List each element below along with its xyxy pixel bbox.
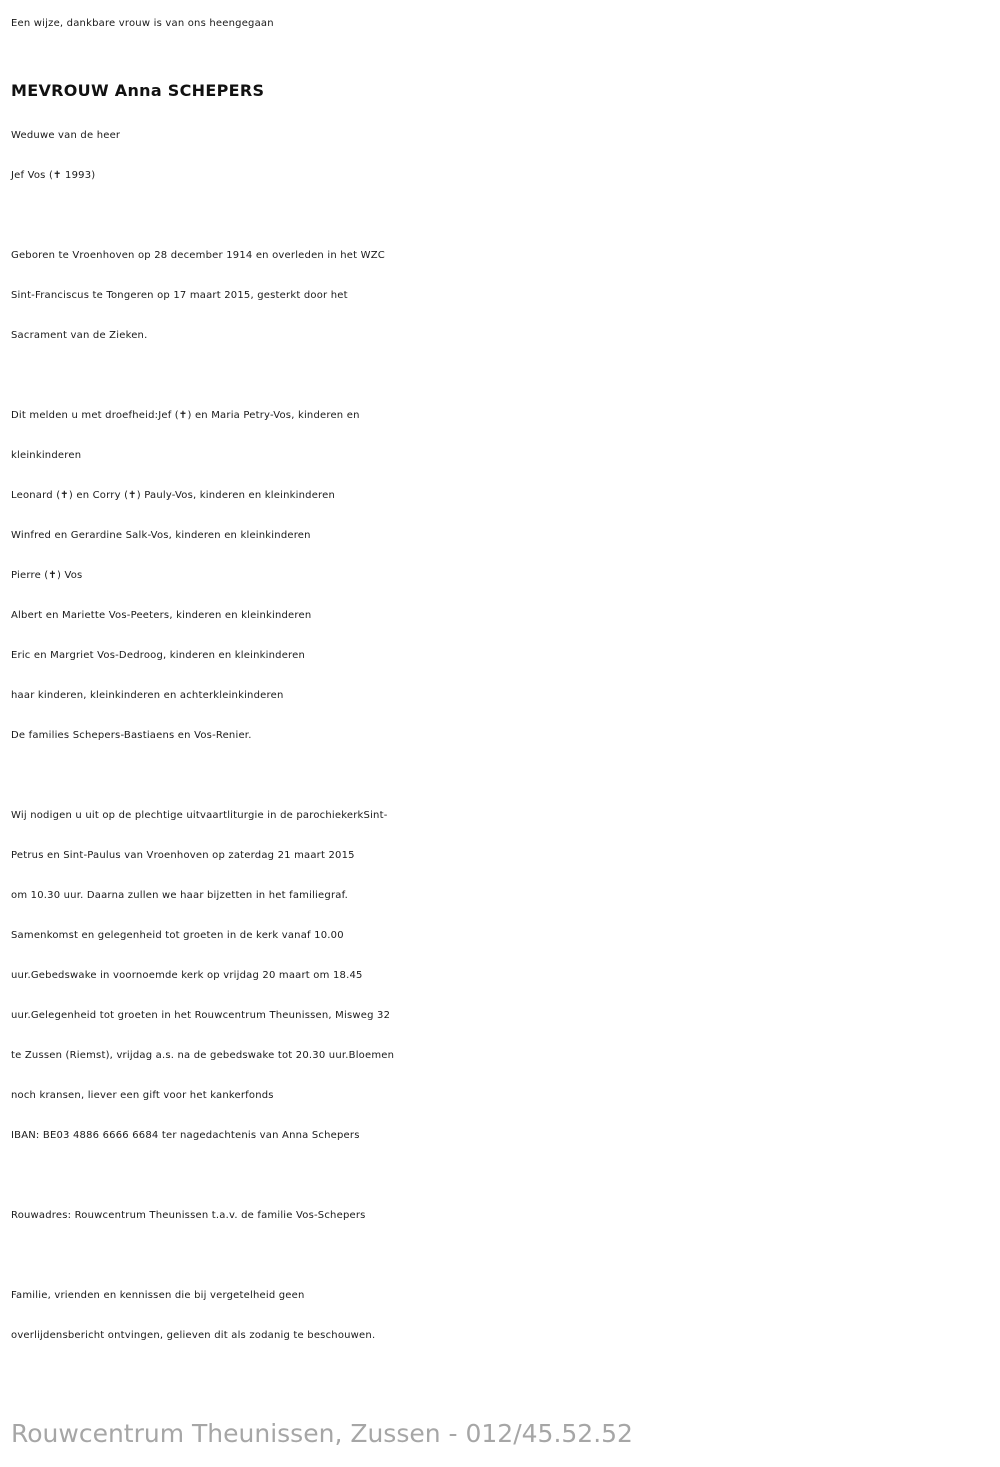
paragraph-line: Samenkomst en gelegenheid tot groeten in de kerk vanaf 10.00 [11, 930, 344, 941]
paragraph-line: Sint-Franciscus te Tongeren op 17 maart 2015, gesterkt door het [11, 290, 348, 301]
spacer [11, 1236, 991, 1276]
paragraph-line: Geboren te Vroenhoven op 28 december 1914 en overleden in het WZC [11, 250, 385, 261]
family-line: kleinkinderen [11, 450, 82, 461]
family-line: Albert en Mariette Vos-Peeters, kinderen en kleinkinderen [11, 610, 312, 621]
deceased-name: MEVROUW Anna SCHEPERS [11, 81, 265, 100]
family-list [11, 396, 991, 756]
paragraph-line: overlijdensbericht ontvingen, gelieven dit als zodanig te beschouwen. [11, 1330, 376, 1341]
spacer [11, 356, 991, 396]
intro-text: Een wijze, dankbare vrouw is van ons heengegaan [11, 18, 274, 29]
family-line: Eric en Margriet Vos-Dedroog, kinderen en kleinkinderen [11, 650, 306, 661]
mourning-address: Rouwadres: Rouwcentrum Theunissen t.a.v. de familie Vos-Schepers [11, 1210, 366, 1221]
family-line: Pierre (✝) Vos [11, 570, 83, 581]
family-line: Dit melden u met droefheid:Jef (✝) en Maria Petry-Vos, kinderen en [11, 410, 360, 421]
paragraph-line: uur.Gebedswake in voornoemde kerk op vrijdag 20 maart om 18.45 [11, 970, 363, 981]
paragraph-line: Petrus en Sint-Paulus van Vroenhoven op zaterdag 21 maart 2015 [11, 850, 355, 861]
obituary [11, 4, 991, 1356]
paragraph-line: om 10.30 uur. Daarna zullen we haar bijzetten in het familiegraf. [11, 890, 348, 901]
spouse-line: Weduwe van de heer [11, 130, 121, 141]
paragraph-line: Wij nodigen u uit op de plechtige uitvaartliturgie in de parochiekerkSint- [11, 810, 388, 821]
spacer [11, 196, 991, 236]
family-line: Leonard (✝) en Corry (✝) Pauly-Vos, kinderen en kleinkinderen [11, 490, 336, 501]
birth-death-paragraph [11, 236, 991, 356]
ceremony-paragraph [11, 796, 991, 1156]
paragraph-line: Sacrament van de Zieken. [11, 330, 148, 341]
paragraph-line: Familie, vrienden en kennissen die bij vergetelheid geen [11, 1290, 305, 1301]
paragraph-line: uur.Gelegenheid tot groeten in het Rouwcentrum Theunissen, Misweg 32 [11, 1010, 391, 1021]
family-line: De families Schepers-Bastiaens en Vos-Renier. [11, 730, 252, 741]
family-line: Winfred en Gerardine Salk-Vos, kinderen en kleinkinderen [11, 530, 311, 541]
paragraph-line: IBAN: BE03 4886 6666 6684 ter nagedachtenis van Anna Schepers [11, 1130, 360, 1141]
paragraph-line: noch kransen, liever een gift voor het kankerfonds [11, 1090, 274, 1101]
funeral-home-footer: Rouwcentrum Theunissen, Zussen - 012/45.52.52 [11, 1419, 633, 1448]
spouse-line: Jef Vos (✝ 1993) [11, 170, 96, 181]
spacer [11, 1156, 991, 1196]
paragraph-line: te Zussen (Riemst), vrijdag a.s. na de gebedswake tot 20.30 uur.Bloemen [11, 1050, 395, 1061]
family-line: haar kinderen, kleinkinderen en achterkleinkinderen [11, 690, 284, 701]
spacer [11, 756, 991, 796]
notice-paragraph [11, 1276, 991, 1356]
